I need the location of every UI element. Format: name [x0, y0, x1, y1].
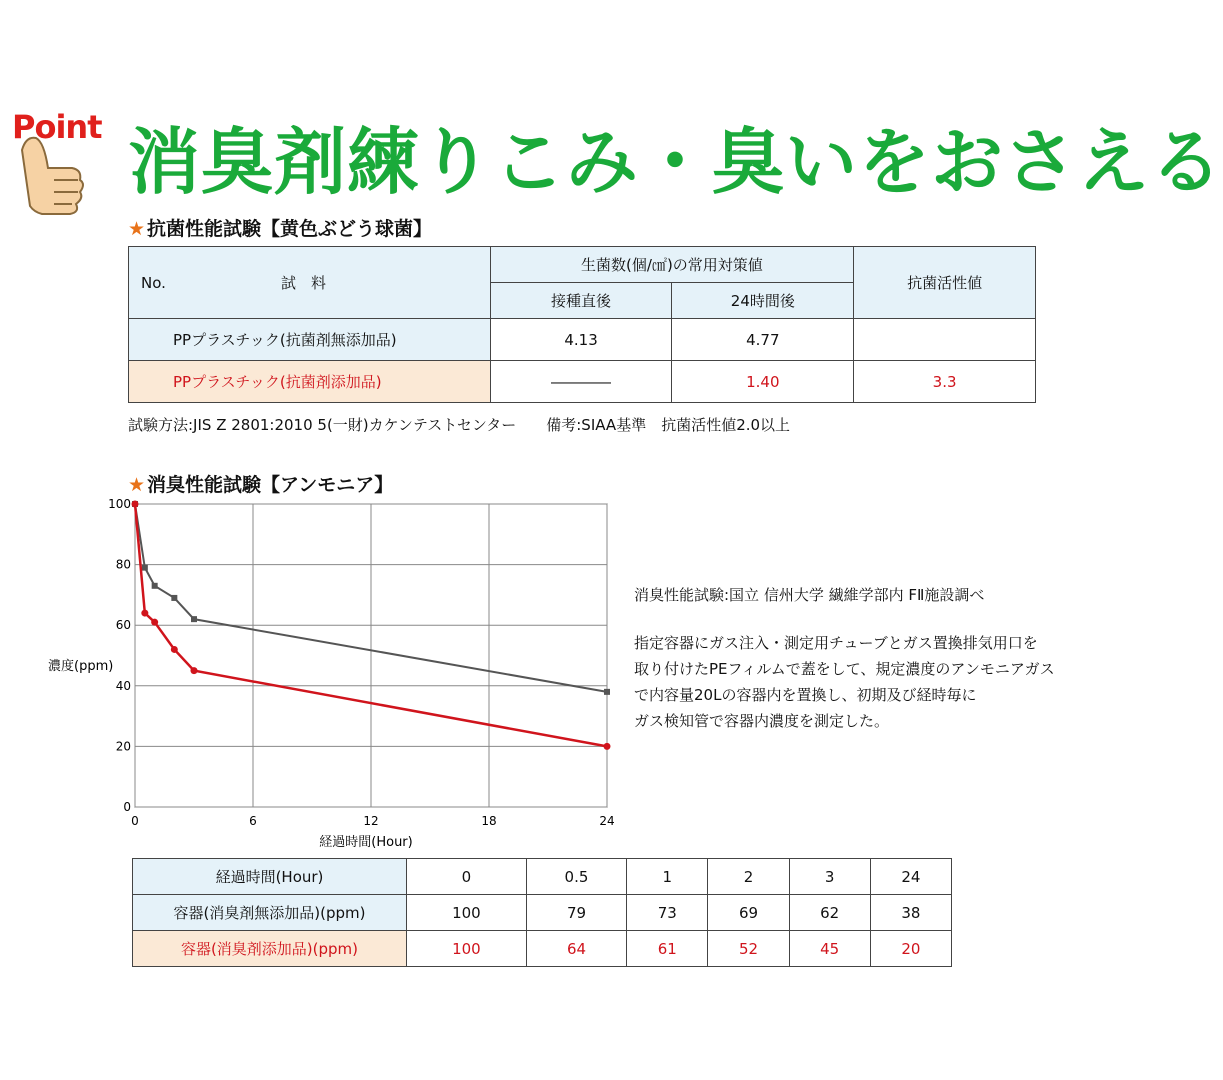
table-cell: 61: [627, 931, 708, 967]
header-immediate: 接種直後: [490, 283, 672, 319]
y-tick-label: 100: [108, 497, 131, 511]
thumbs-up-icon: [14, 128, 94, 220]
antibacterial-section-title: [128, 214, 432, 241]
data-point: [604, 689, 610, 695]
table-cell: 73: [627, 895, 708, 931]
data-point: [141, 610, 148, 617]
y-tick-label: 40: [115, 678, 131, 693]
row-label: 容器(消臭剤無添加品)(ppm): [133, 895, 407, 931]
y-tick-label: 0: [123, 800, 131, 814]
header-after24: 24時間後: [672, 283, 854, 319]
table-cell: 69: [708, 895, 789, 931]
table-cell: 20: [870, 931, 951, 967]
data-point: [151, 619, 158, 626]
table-cell: 52: [708, 931, 789, 967]
value-activity: 3.3: [854, 361, 1036, 403]
elapsed-header: 経過時間(Hour): [133, 859, 407, 895]
y-tick-label: 20: [115, 739, 131, 754]
x-tick-label: 24: [599, 814, 615, 828]
note-line: で内容量20Lの容器内を置換し、初期及び経時毎に: [634, 686, 977, 704]
note-line: 取り付けたPEフィルムで蓋をして、規定濃度のアンモニアガス: [634, 660, 1055, 678]
sample-label: PPプラスチック(抗菌剤無添加品): [129, 319, 491, 361]
antibacterial-caption: 試験方法:JIS Z 2801:2010 5(一財)カケンテストセンター 備考:SIAA基準 抗菌活性値2.0以上: [128, 416, 791, 434]
x-tick-label: 0: [131, 814, 139, 828]
table-cell: 64: [526, 931, 626, 967]
data-point: [191, 616, 197, 622]
header-count-group: 生菌数(個/㎠)の常用対策値: [490, 247, 854, 283]
data-point: [142, 565, 148, 571]
y-tick-label: 60: [115, 618, 131, 633]
data-point: [191, 667, 198, 674]
y-axis-label: 濃度(ppm): [48, 659, 114, 674]
star-icon: ★: [128, 218, 146, 240]
data-point: [152, 583, 158, 589]
table-cell: 62: [789, 895, 870, 931]
table-cell: 2: [708, 859, 789, 895]
table-row: [129, 319, 1036, 361]
table-cell: 0: [407, 859, 527, 895]
value-activity: [854, 319, 1036, 361]
header-no: No.: [141, 274, 166, 292]
data-point: [171, 595, 177, 601]
x-tick-label: 6: [249, 814, 257, 828]
table-cell: 100: [407, 931, 527, 967]
sample-label: PPプラスチック(抗菌剤添加品): [129, 361, 491, 403]
x-tick-label: 18: [481, 814, 497, 828]
table-cell: 79: [526, 895, 626, 931]
headline: 消臭剤練りこみ・臭いをおさえる: [128, 120, 1223, 204]
table-cell: 100: [407, 895, 527, 931]
table-row: [133, 895, 952, 931]
header-sample-label: 試 料: [281, 274, 327, 292]
ammonia-data-table: [132, 858, 952, 967]
antibacterial-title-text: 抗菌性能試験【黄色ぶどう球菌】: [147, 218, 433, 240]
table-row: [133, 859, 952, 895]
table-cell: 45: [789, 931, 870, 967]
deodorant-title-text: 消臭性能試験【アンモニア】: [147, 474, 394, 496]
table-cell: 38: [870, 895, 951, 931]
table-row: [129, 361, 1036, 403]
header-sample: [129, 247, 491, 319]
antibacterial-table: [128, 246, 1036, 403]
note-method: 消臭性能試験:国立 信州大学 繊維学部内 FⅡ施設調べ: [634, 586, 985, 604]
data-point: [604, 743, 611, 750]
value-immediate: ――――: [490, 361, 672, 403]
note-line: ガス検知管で容器内濃度を測定した。: [634, 712, 890, 730]
table-cell: 24: [870, 859, 951, 895]
ammonia-line-chart: [40, 490, 630, 860]
x-tick-label: 12: [363, 814, 379, 828]
deodorant-note: [634, 582, 1055, 734]
table-row: [133, 931, 952, 967]
header-activity: 抗菌活性値: [854, 247, 1036, 319]
value-after24: 1.40: [672, 361, 854, 403]
point-badge-label: Point: [12, 108, 102, 146]
value-after24: 4.77: [672, 319, 854, 361]
row-label: 容器(消臭剤添加品)(ppm): [133, 931, 407, 967]
note-line: 指定容器にガス注入・測定用チューブとガス置換排気用口を: [634, 634, 1038, 652]
star-icon: ★: [128, 474, 146, 496]
data-point: [171, 646, 178, 653]
value-immediate: 4.13: [490, 319, 672, 361]
table-cell: 0.5: [526, 859, 626, 895]
x-axis-label: 経過時間(Hour): [319, 835, 413, 850]
table-cell: 1: [627, 859, 708, 895]
table-cell: 3: [789, 859, 870, 895]
data-point: [132, 501, 139, 508]
y-tick-label: 80: [115, 557, 131, 572]
